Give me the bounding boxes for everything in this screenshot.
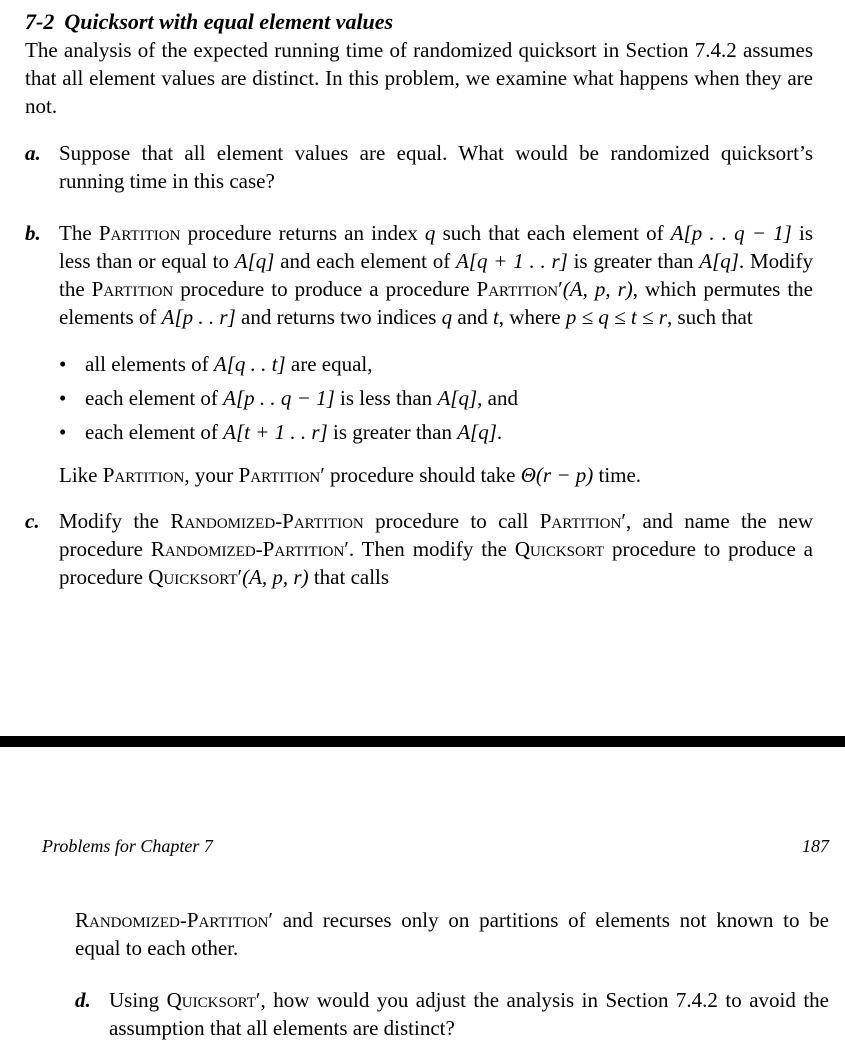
math-subarray: A[q . . t] xyxy=(213,352,286,376)
c-text: that calls xyxy=(308,565,390,589)
math-q: q xyxy=(424,221,436,245)
bullet-text: . xyxy=(496,420,503,444)
partition-name: Partition xyxy=(91,277,174,301)
quicksort-prime-name: Quicksort′ xyxy=(148,565,243,589)
like-partition-line xyxy=(59,461,813,489)
math-pivot: A[q] xyxy=(234,249,275,273)
bullet-text: are equal, xyxy=(285,352,373,376)
math-t: t xyxy=(492,305,499,329)
b-text: , which permutes the elements of xyxy=(59,277,814,329)
b-text: procedure should take xyxy=(324,463,521,487)
part-d-label: d. xyxy=(75,988,91,1012)
part-b xyxy=(25,219,813,489)
math-inequality: p ≤ q ≤ t ≤ r xyxy=(565,305,667,329)
math-pivot: A[q] xyxy=(457,420,497,444)
math-args: (A, p, r) xyxy=(242,565,309,589)
math-theta: Θ(r − p) xyxy=(520,463,594,487)
part-d xyxy=(75,986,829,1042)
b-text: , such that xyxy=(666,305,753,329)
list-item xyxy=(59,347,813,381)
c-text: Modify the xyxy=(59,509,171,533)
problem-heading xyxy=(25,8,813,36)
b-text: such that each element of xyxy=(435,221,671,245)
running-head: Problems for Chapter 7 xyxy=(42,836,213,856)
c-text: and recurses only on partitions of elements not known to be equal to each other. xyxy=(75,908,829,960)
math-q: q xyxy=(441,305,453,329)
list-item xyxy=(59,381,813,415)
part-c xyxy=(25,507,813,591)
math-subarray: A[p . . q − 1] xyxy=(670,221,792,245)
c-text: procedure to call xyxy=(363,509,540,533)
b-text: procedure to produce a procedure xyxy=(173,277,477,301)
quicksort-name: Quicksort xyxy=(514,537,605,561)
problem-number: 7-2 xyxy=(25,9,55,34)
c-text: , and name the new procedure xyxy=(59,509,813,561)
page-bottom-section xyxy=(75,906,829,1042)
bullet-text: each element of xyxy=(85,386,224,410)
b-text: is less than or equal to xyxy=(59,221,814,273)
math-args: (A, p, r) xyxy=(562,277,633,301)
part-b-label: b. xyxy=(25,221,41,245)
b-text: is greater than xyxy=(567,249,700,273)
page-number: 187 xyxy=(802,836,829,856)
bullet-text: , and xyxy=(477,386,518,410)
c-text: . Then modify the xyxy=(348,537,515,561)
randomized-partition-name: Randomized-Partition xyxy=(170,509,364,533)
math-subarray: A[t + 1 . . r] xyxy=(223,420,328,444)
math-pivot: A[q] xyxy=(437,386,478,410)
part-c-continued xyxy=(75,906,829,962)
quicksort-prime-name: Quicksort′ xyxy=(166,988,261,1012)
partition-name: Partition xyxy=(98,221,181,245)
math-subarray: A[p . . q − 1] xyxy=(223,386,335,410)
c-text: procedure to produce a procedure xyxy=(59,537,813,589)
list-item xyxy=(59,415,813,449)
b-text: The xyxy=(59,221,99,245)
problem-intro: The analysis of the expected running time of randomized quicksort in Section 7.4.2 assumes that all element values are distinct. In this problem, we examine what happens when they are not. xyxy=(25,38,813,118)
bullet-text: all elements of xyxy=(85,352,214,376)
b-text: and each element of xyxy=(274,249,456,273)
b-text: and xyxy=(452,305,493,329)
d-text: , how would you adjust the analysis in Section 7.4.2 to avoid the assumption that all elements are distinct? xyxy=(109,988,829,1040)
bullet-text: each element of xyxy=(85,420,224,444)
part-a-label: a. xyxy=(25,141,41,165)
math-subarray: A[p . . r] xyxy=(161,305,236,329)
b-text: procedure returns an index xyxy=(180,221,425,245)
page-separator xyxy=(0,736,845,747)
d-text: Using xyxy=(109,988,167,1012)
randomized-partition-prime-name: Randomized-Partition′ xyxy=(150,537,349,561)
b-text: Like xyxy=(59,463,103,487)
randomized-partition-prime-name: Randomized-Partition′ xyxy=(75,908,274,932)
part-a-text: Suppose that all element values are equal. What would be randomized quicksort’s running time in this case? xyxy=(59,141,813,193)
part-c-label: c. xyxy=(25,509,40,533)
b-text: , your xyxy=(184,463,239,487)
partition-name: Partition xyxy=(102,463,185,487)
b-text: time. xyxy=(593,463,642,487)
condition-list xyxy=(59,347,813,449)
b-text: . Modify the xyxy=(59,249,813,301)
math-pivot: A[q] xyxy=(699,249,739,273)
bullet-text: is less than xyxy=(334,386,438,410)
page-top-section xyxy=(25,8,813,591)
b-text: , where xyxy=(498,305,566,329)
problem-title: Quicksort with equal element values xyxy=(64,9,394,34)
math-subarray: A[q + 1 . . r] xyxy=(456,249,568,273)
part-a xyxy=(25,139,813,195)
partition-prime-name: Partition′ xyxy=(476,277,563,301)
bullet-text: is greater than xyxy=(327,420,458,444)
b-text: and returns two indices xyxy=(235,305,442,329)
page-header xyxy=(42,836,829,860)
partition-prime-name: Partition′ xyxy=(539,509,626,533)
partition-prime-name: Partition′ xyxy=(238,463,325,487)
